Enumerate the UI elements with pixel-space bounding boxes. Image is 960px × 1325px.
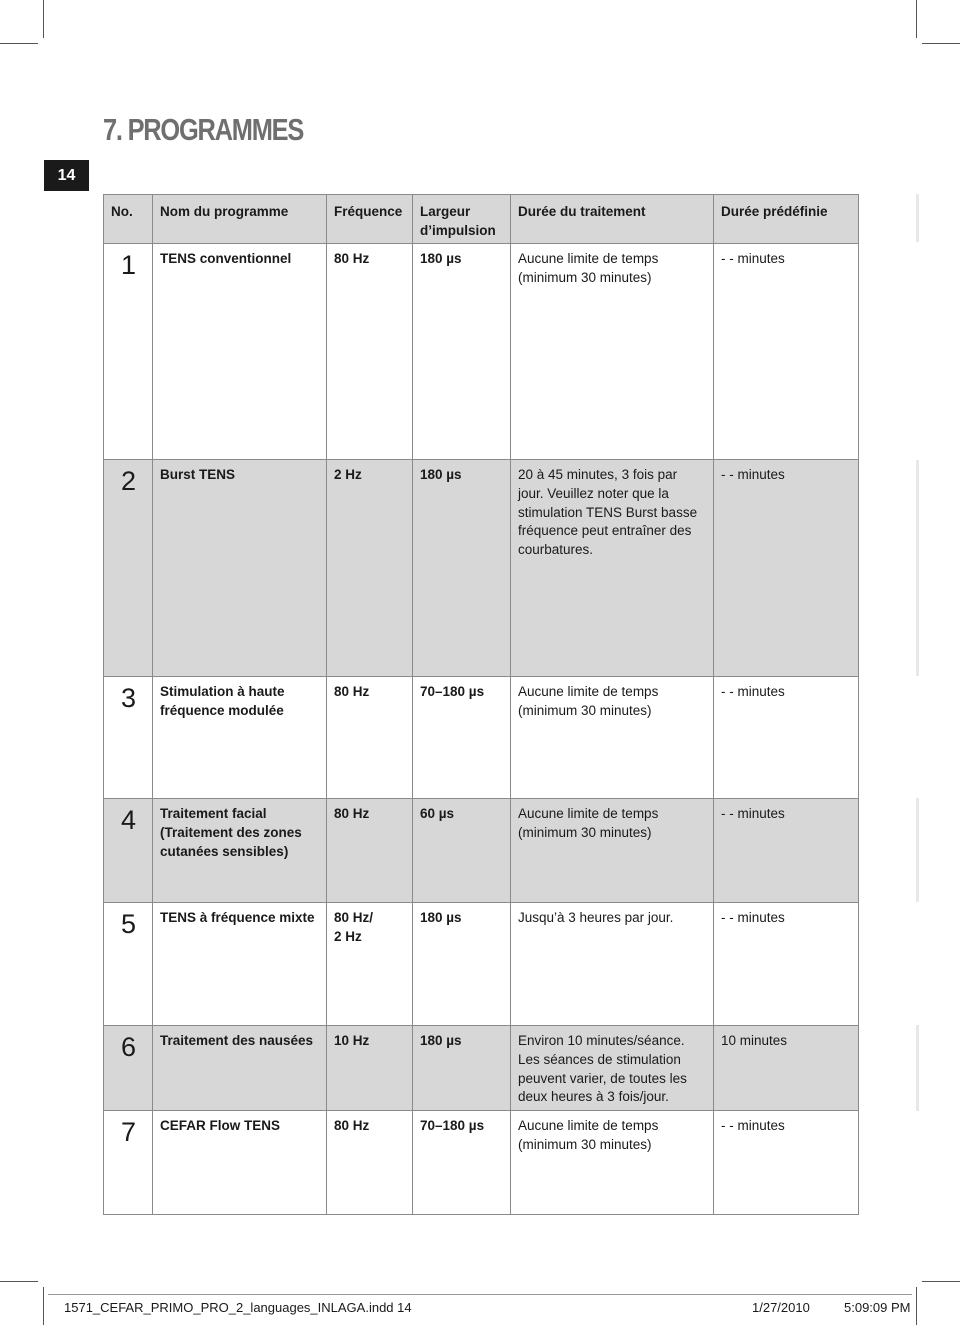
table-row	[104, 460, 859, 677]
bleed-mark	[916, 798, 919, 902]
program-frequency: 80 Hz	[334, 251, 370, 266]
crop-mark	[43, 0, 44, 38]
table-row	[104, 1111, 859, 1215]
program-name: Stimulation à haute fréquence modulée	[160, 684, 285, 718]
program-name: Traitement des nausées	[160, 1033, 314, 1048]
program-frequency: 80 Hz	[334, 806, 370, 821]
program-name: TENS à fréquence mixte	[160, 910, 315, 925]
program-name: TENS conventionnel	[160, 251, 292, 266]
program-duration: Aucune limite de temps (minimum 30 minutes)	[518, 684, 659, 718]
page-number-badge: 14	[44, 160, 89, 191]
program-pulse-width: 180 µs	[420, 467, 462, 482]
header-no: No.	[111, 204, 133, 219]
program-preset: 10 minutes	[721, 1033, 788, 1048]
footer-rule	[48, 1294, 912, 1295]
footer-time: 5:09:09 PM	[844, 1300, 911, 1315]
program-frequency: 80 Hz	[334, 684, 370, 699]
program-duration: Aucune limite de temps (minimum 30 minutes)	[518, 1118, 659, 1152]
table-row	[104, 244, 859, 460]
crop-mark	[922, 43, 960, 44]
program-pulse-width: 70–180 µs	[420, 1118, 485, 1133]
header-duration: Durée du traitement	[518, 204, 646, 219]
crop-mark	[0, 1281, 38, 1282]
program-pulse-width: 180 µs	[420, 251, 462, 266]
footer-date: 1/27/2010	[752, 1300, 810, 1315]
program-frequency: 10 Hz	[334, 1033, 370, 1048]
program-preset: - - minutes	[721, 1118, 785, 1133]
program-preset: - - minutes	[721, 806, 785, 821]
crop-mark	[916, 0, 917, 38]
crop-mark	[916, 1287, 917, 1325]
table-row	[104, 799, 859, 903]
program-preset: - - minutes	[721, 684, 785, 699]
program-number: 6	[120, 1032, 136, 1062]
program-preset: - - minutes	[721, 910, 785, 925]
header-preset: Durée prédéfinie	[721, 204, 828, 219]
program-duration: Aucune limite de temps (minimum 30 minutes)	[518, 806, 659, 840]
footer-filename: 1571_CEFAR_PRIMO_PRO_2_languages_INLAGA.indd 14	[64, 1300, 412, 1315]
program-preset: - - minutes	[721, 251, 785, 266]
program-pulse-width: 180 µs	[420, 910, 462, 925]
table-row	[104, 903, 859, 1026]
program-number: 3	[120, 683, 136, 713]
program-pulse-width: 60 µs	[420, 806, 455, 821]
program-number: 1	[120, 250, 136, 280]
program-name: Traitement facial (Traitement des zones cutanées sensibles)	[160, 806, 302, 859]
program-number: 7	[120, 1117, 136, 1147]
program-name: CEFAR Flow TENS	[160, 1118, 281, 1133]
bleed-mark	[916, 194, 919, 242]
program-duration: Environ 10 minutes/séance. Les séances de stimulation peuvent varier, de toutes les deux heures à 3 fois/jour.	[518, 1033, 687, 1105]
program-number: 5	[120, 909, 136, 939]
table-row	[104, 1026, 859, 1111]
program-frequency: 80 Hz	[334, 1118, 370, 1133]
program-frequency: 80 Hz/ 2 Hz	[334, 910, 374, 944]
program-duration: 20 à 45 minutes, 3 fois par jour. Veuillez noter que la stimulation TENS Burst basse fréquence peut entraîner des courbatures.	[518, 467, 698, 558]
crop-mark	[0, 43, 38, 44]
program-name: Burst TENS	[160, 467, 236, 482]
table-row	[104, 677, 859, 799]
program-duration: Jusqu’à 3 heures par jour.	[518, 910, 674, 925]
bleed-mark	[916, 460, 919, 676]
header-name: Nom du programme	[160, 204, 289, 219]
table-header-row	[104, 195, 859, 244]
program-pulse-width: 180 µs	[420, 1033, 462, 1048]
header-pulse-width: Largeur d’impulsion	[420, 204, 496, 238]
programmes-table	[103, 194, 859, 1215]
crop-mark	[43, 1287, 44, 1325]
program-preset: - - minutes	[721, 467, 785, 482]
section-title: 7. PROGRAMMES	[103, 112, 304, 147]
program-frequency: 2 Hz	[334, 467, 362, 482]
program-duration: Aucune limite de temps (minimum 30 minutes)	[518, 251, 659, 285]
program-number: 4	[120, 805, 136, 835]
bleed-mark	[916, 1025, 919, 1111]
program-pulse-width: 70–180 µs	[420, 684, 485, 699]
program-number: 2	[120, 466, 136, 496]
header-frequency: Fréquence	[334, 204, 403, 219]
crop-mark	[922, 1281, 960, 1282]
